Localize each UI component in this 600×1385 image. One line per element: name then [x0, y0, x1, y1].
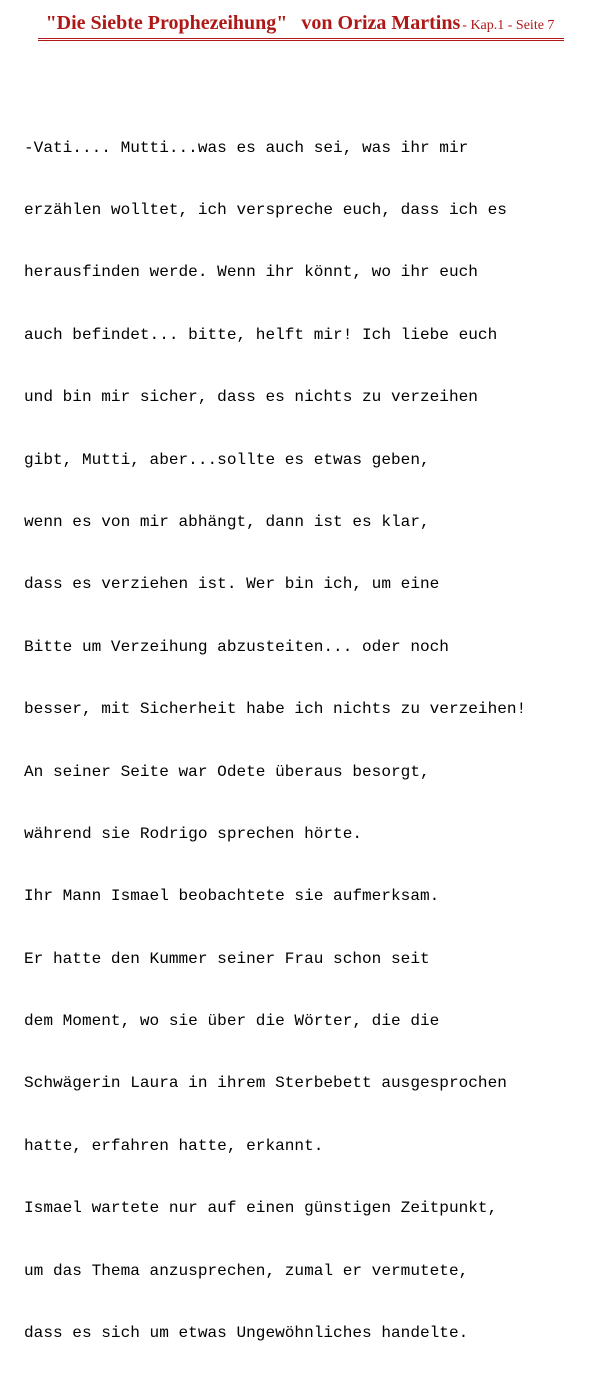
- page-header: [0, 12, 600, 35]
- text-line: und bin mir sicher, dass es nichts zu verzeihen: [24, 388, 478, 407]
- text-line: erzählen wolltet, ich verspreche euch, dass ich es: [24, 200, 507, 219]
- text-line: dass es verziehen ist. Wer bin ich, um eine: [24, 575, 440, 594]
- text-line: besser, mit Sicherheit habe ich nichts zu verzeihen!: [24, 700, 527, 719]
- text-line: Bitte um Verzeihung abzusteiten... oder noch: [24, 637, 449, 656]
- book-title: "Die Siebte Prophezeihung": [45, 12, 288, 34]
- text-line: hatte, erfahren hatte, erkannt.: [24, 1136, 324, 1155]
- text-line: herausfinden werde. Wenn ihr könnt, wo ihr euch: [24, 263, 478, 282]
- text-line: um das Thema anzusprechen, zumal er vermutete,: [24, 1261, 469, 1280]
- text-line: dass es sich um etwas Ungewöhnliches handelte.: [24, 1324, 469, 1343]
- text-line: An seiner Seite war Odete überaus besorgt,: [24, 762, 430, 781]
- author-name: von Oriza Martins: [301, 12, 461, 34]
- text-line: wenn es von mir abhängt, dann ist es klar,: [24, 512, 430, 531]
- text-line: auch befindet... bitte, helft mir! Ich liebe euch: [24, 325, 498, 344]
- text-line: Ihr Mann Ismael beobachtete sie aufmerksam.: [24, 887, 440, 906]
- text-line: dem Moment, wo sie über die Wörter, die die: [24, 1012, 440, 1031]
- text-line: gibt, Mutti, aber...sollte es etwas geben,: [24, 450, 430, 469]
- text-line: Er hatte den Kummer seiner Frau schon seit: [24, 949, 430, 968]
- text-line: Schwägerin Laura in ihrem Sterbebett ausgesprochen: [24, 1074, 507, 1093]
- body-text: [24, 96, 596, 1385]
- text-line: während sie Rodrigo sprechen hörte.: [24, 824, 363, 843]
- chapter-page-info: - Kap.1 - Seite 7: [462, 18, 555, 33]
- text-line: -Vati.... Mutti...was es auch sei, was ihr mir: [24, 138, 469, 157]
- header-rule: [38, 38, 564, 41]
- text-line: Ismael wartete nur auf einen günstigen Zeitpunkt,: [24, 1199, 498, 1218]
